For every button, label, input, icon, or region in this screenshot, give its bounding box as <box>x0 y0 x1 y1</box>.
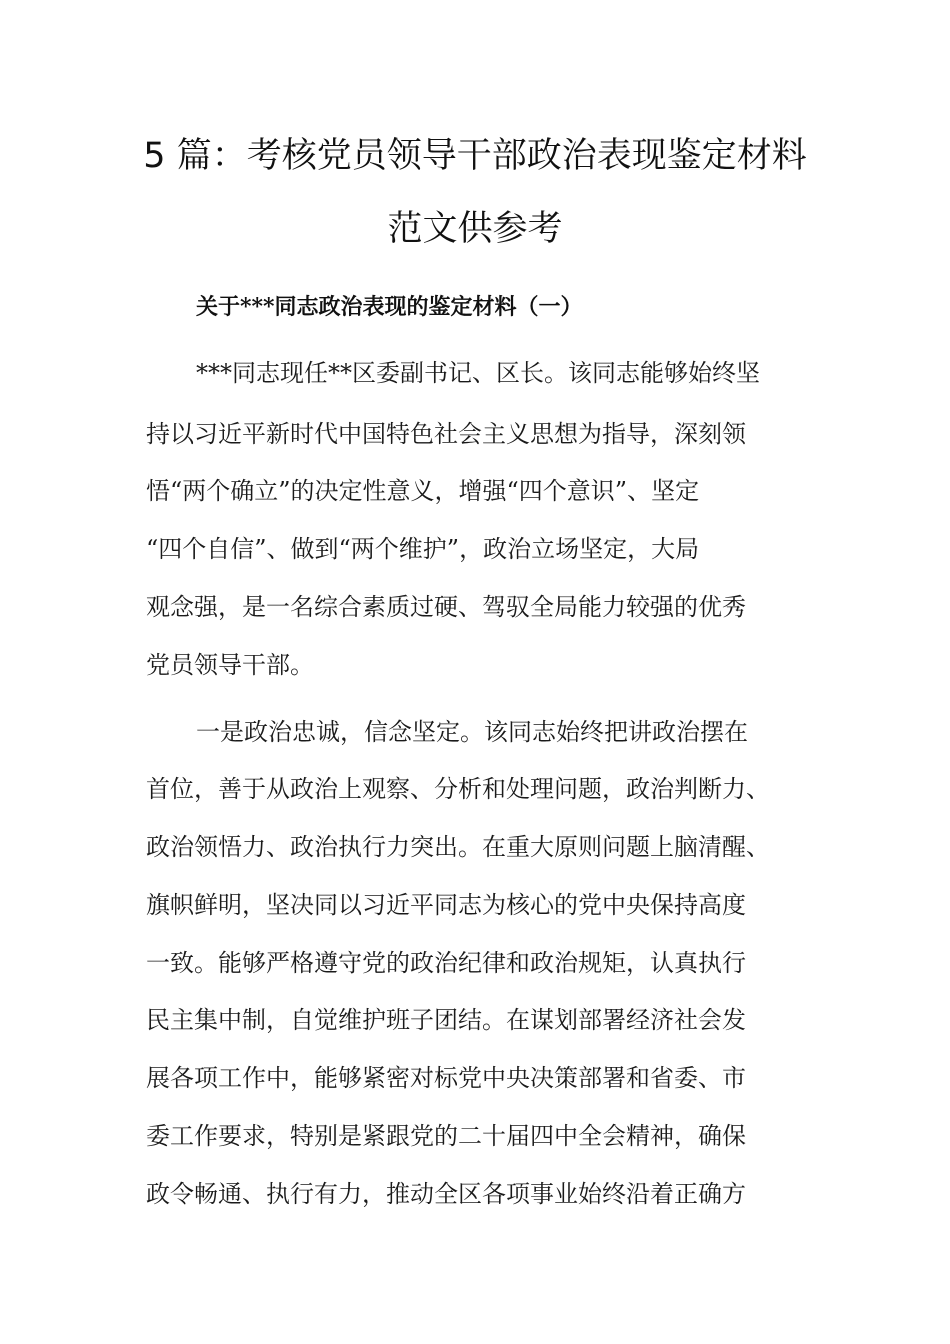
paragraph-1-line-1: ***同志现任**区委副书记、区长。该同志能够始终坚 <box>196 359 760 387</box>
paragraph-1-line-2: 持以习近平新时代中国特色社会主义思想为指导，深刻领 <box>146 420 746 448</box>
paragraph-2-line-7: 展各项工作中，能够紧密对标党中央决策部署和省委、市 <box>146 1064 746 1092</box>
document-title-line-1: 5 篇：考核党员领导干部政治表现鉴定材料 <box>143 136 807 176</box>
paragraph-1-line-4: “四个自信”、做到“两个维护”，政治立场坚定，大局 <box>146 535 700 563</box>
paragraph-2-line-1: 一是政治忠诚，信念坚定。该同志始终把讲政治摆在 <box>196 718 748 746</box>
paragraph-1-line-6: 党员领导干部。 <box>146 651 314 679</box>
paragraph-2-line-9: 政令畅通、执行有力，推动全区各项事业始终沿着正确方 <box>146 1180 746 1208</box>
paragraph-2-line-5: 一致。能够严格遵守党的政治纪律和政治规矩，认真执行 <box>146 949 746 977</box>
document-title-line-2: 范文供参考 <box>387 209 563 249</box>
section-heading: 关于***同志政治表现的鉴定材料（一） <box>196 294 583 320</box>
paragraph-2-line-2: 首位，善于从政治上观察、分析和处理问题，政治判断力、 <box>146 775 770 803</box>
paragraph-1-line-3: 悟“两个确立”的决定性意义，增强“四个意识”、坚定 <box>146 477 700 505</box>
paragraph-1-line-5: 观念强，是一名综合素质过硬、驾驭全局能力较强的优秀 <box>146 593 746 621</box>
paragraph-2-line-4: 旗帜鲜明，坚决同以习近平同志为核心的党中央保持高度 <box>146 891 746 919</box>
paragraph-2-line-8: 委工作要求，特别是紧跟党的二十届四中全会精神，确保 <box>146 1122 746 1150</box>
paragraph-2-line-6: 民主集中制，自觉维护班子团结。在谋划部署经济社会发 <box>146 1006 746 1034</box>
paragraph-2-line-3: 政治领悟力、政治执行力突出。在重大原则问题上脑清醒、 <box>146 833 770 861</box>
